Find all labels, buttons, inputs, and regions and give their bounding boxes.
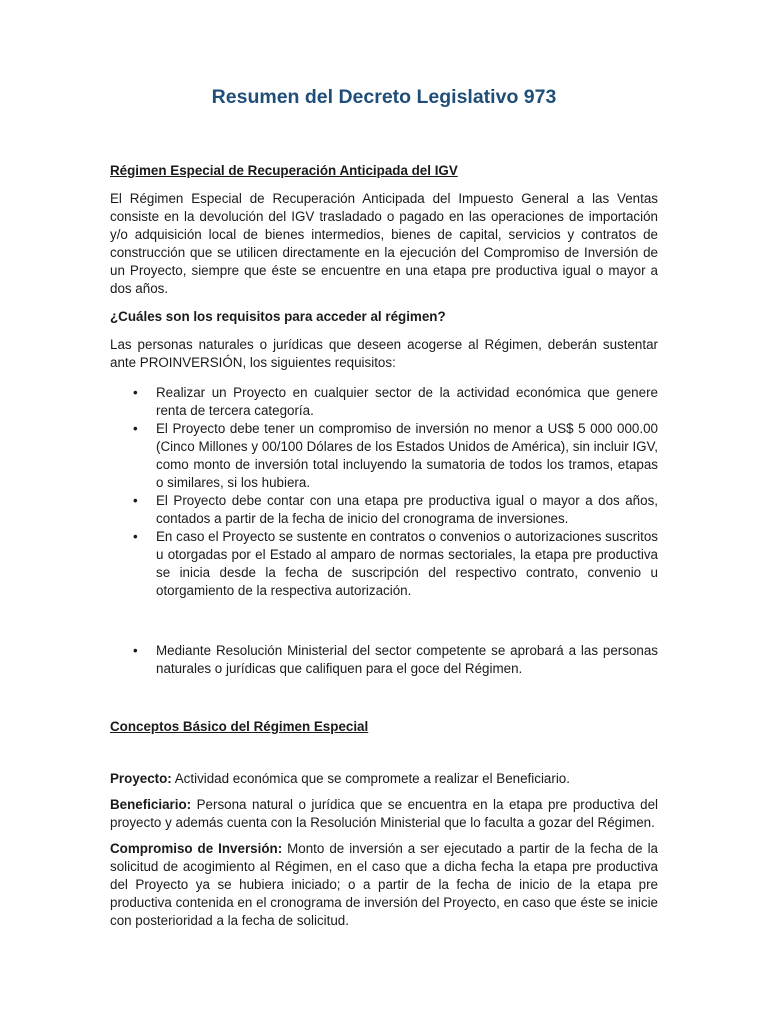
list-item: [110, 420, 658, 492]
definition-compromiso-inversion: [110, 840, 658, 930]
definition-term: Beneficiario:: [110, 797, 192, 812]
definition-text: Monto de inversión a ser ejecutado a partir de la fecha de la solicitud de acogimiento al Régimen, en el caso que a dicha fecha la etapa pre productiva del Proyecto ya se hubiera iniciado; o a partir de la fecha de inicio de la etapa pre productiva contenida en el cronograma de inversión del Proyecto, en caso que éste se inicie con posterioridad a la fecha de solicitud.: [110, 841, 658, 928]
list-item: [110, 384, 658, 420]
list-item: [110, 492, 658, 528]
document-body: [110, 162, 658, 930]
definition-proyecto: [110, 770, 658, 788]
section-heading-requisitos: ¿Cuáles son los requisitos para acceder al régimen?: [110, 309, 446, 324]
bullet-icon: •: [133, 529, 138, 544]
section-heading-conceptos: Conceptos Básico del Régimen Especial: [110, 719, 369, 734]
document-title: Resumen del Decreto Legislativo 973: [211, 86, 557, 108]
definition-term: Proyecto:: [110, 771, 172, 786]
requisitos-list: [110, 384, 658, 678]
list-item-text: El Proyecto debe tener un compromiso de inversión no menor a US$ 5 000 000.00 (Cinco Millones y 00/100 Dólares de los Estados Unidos de América), sin incluir IGV, como monto de inversión total incluyendo la sumatoria de todos los tramos, etapas o similares, si los hubiera.: [156, 421, 658, 490]
bullet-icon: •: [133, 385, 138, 400]
bullet-icon: •: [133, 643, 138, 658]
bullet-icon: •: [133, 421, 138, 436]
definition-text: Actividad económica que se compromete a realizar el Beneficiario.: [171, 771, 570, 786]
regimen-description: El Régimen Especial de Recuperación Anticipada del Impuesto General a las Ventas consiste en la devolución del IGV trasladado o pagado en las operaciones de importación y/o adquisición local de bienes intermedios, bienes de capital, servicios y contratos de construcción que se utilicen directamente en la ejecución del Compromiso de Inversión de un Proyecto, siempre que éste se encuentre en una etapa pre productiva igual o mayor a dos años.: [110, 191, 658, 296]
list-item-text: El Proyecto debe contar con una etapa pre productiva igual o mayor a dos años, contados a partir de la fecha de inicio del cronograma de inversiones.: [156, 493, 658, 526]
bullet-icon: •: [133, 493, 138, 508]
list-item-text: En caso el Proyecto se sustente en contratos o convenios o autorizaciones suscritos u otorgadas por el Estado al amparo de normas sectoriales, la etapa pre productiva se inicia desde la fecha de suscripción del respectivo contrato, convenio u otorgamiento de la respectiva autorización.: [156, 529, 658, 598]
list-item: [110, 642, 658, 678]
list-item: [110, 528, 658, 600]
requisitos-intro: Las personas naturales o jurídicas que deseen acogerse al Régimen, deberán sustentar ante PROINVERSIÓN, los siguientes requisitos:: [110, 337, 658, 370]
list-item-text: Realizar un Proyecto en cualquier sector de la actividad económica que genere renta de tercera categoría.: [156, 385, 658, 418]
list-item-text: Mediante Resolución Ministerial del sector competente se aprobará a las personas naturales o jurídicas que califiquen para el goce del Régimen.: [156, 643, 658, 676]
definition-beneficiario: [110, 796, 658, 832]
section-heading-regimen: Régimen Especial de Recuperación Anticipada del IGV: [110, 163, 458, 178]
definition-term: Compromiso de Inversión:: [110, 841, 283, 856]
definition-text: Persona natural o jurídica que se encuentra en la etapa pre productiva del proyecto y además cuenta con la Resolución Ministerial que lo faculta a gozar del Régimen.: [110, 797, 658, 830]
